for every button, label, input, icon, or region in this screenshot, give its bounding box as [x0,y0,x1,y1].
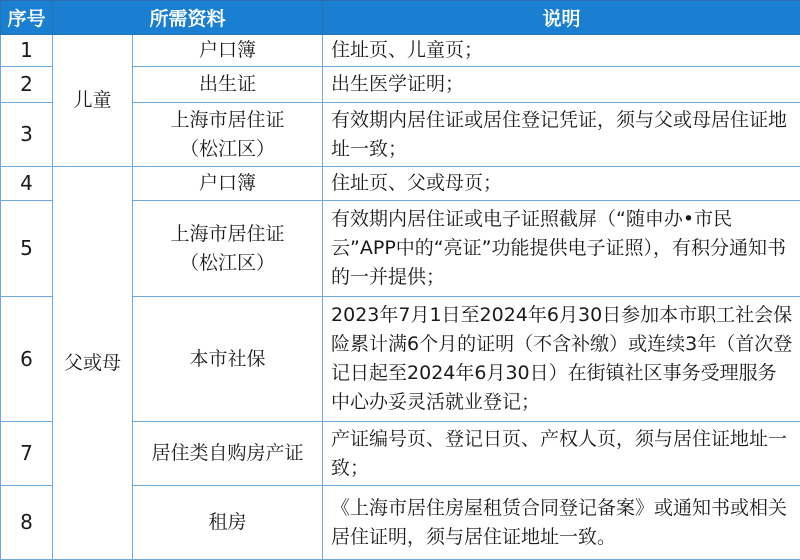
document-name: 户口簿 [133,35,323,67]
row-number: 7 [1,422,53,486]
group-label-parent: 父或母 [53,167,133,560]
document-name: 上海市居住证 （松江区） [133,201,323,297]
header-description: 说明 [323,1,800,35]
table-header-row [1,1,800,35]
document-name: 出生证 [133,67,323,103]
row-number: 3 [1,103,53,167]
document-description: 《上海市居住房屋租赁合同登记备案》或通知书或相关居住证明，须与居住证地址一致。 [323,486,800,560]
header-required-docs: 所需资料 [53,1,323,35]
row-number: 1 [1,35,53,67]
document-description: 有效期内居住证或居住登记凭证，须与父或母居住证地址一致； [323,103,800,167]
row-number: 8 [1,486,53,560]
document-description: 产证编号页、登记日页、产权人页，须与居住证地址一致； [323,422,800,486]
document-description: 出生医学证明； [323,67,800,103]
document-description: 有效期内居住证或电子证照截屏（“随申办•市民云”APP中的“亮证”功能提供电子证照），有积分通知书的一并提供； [323,201,800,297]
document-description: 2023年7月1日至2024年6月30日参加本市职工社会保险累计满6个月的证明（不含补缴）或连续3年（首次登记日起至2024年6月30日）在街镇社区事务受理服务中心办妥灵活就业登记； [323,297,800,422]
document-name: 居住类自购房产证 [133,422,323,486]
row-number: 5 [1,201,53,297]
document-description: 住址页、父或母页； [323,167,800,201]
row-number: 2 [1,67,53,103]
row-number: 4 [1,167,53,201]
document-name: 租房 [133,486,323,560]
document-name: 本市社保 [133,297,323,422]
table-row [1,167,800,201]
group-label-child: 儿童 [53,35,133,167]
document-name: 户口簿 [133,167,323,201]
header-serial-no: 序号 [1,1,53,35]
table-row [1,35,800,67]
document-name: 上海市居住证 （松江区） [133,103,323,167]
document-description: 住址页、儿童页； [323,35,800,67]
row-number: 6 [1,297,53,422]
